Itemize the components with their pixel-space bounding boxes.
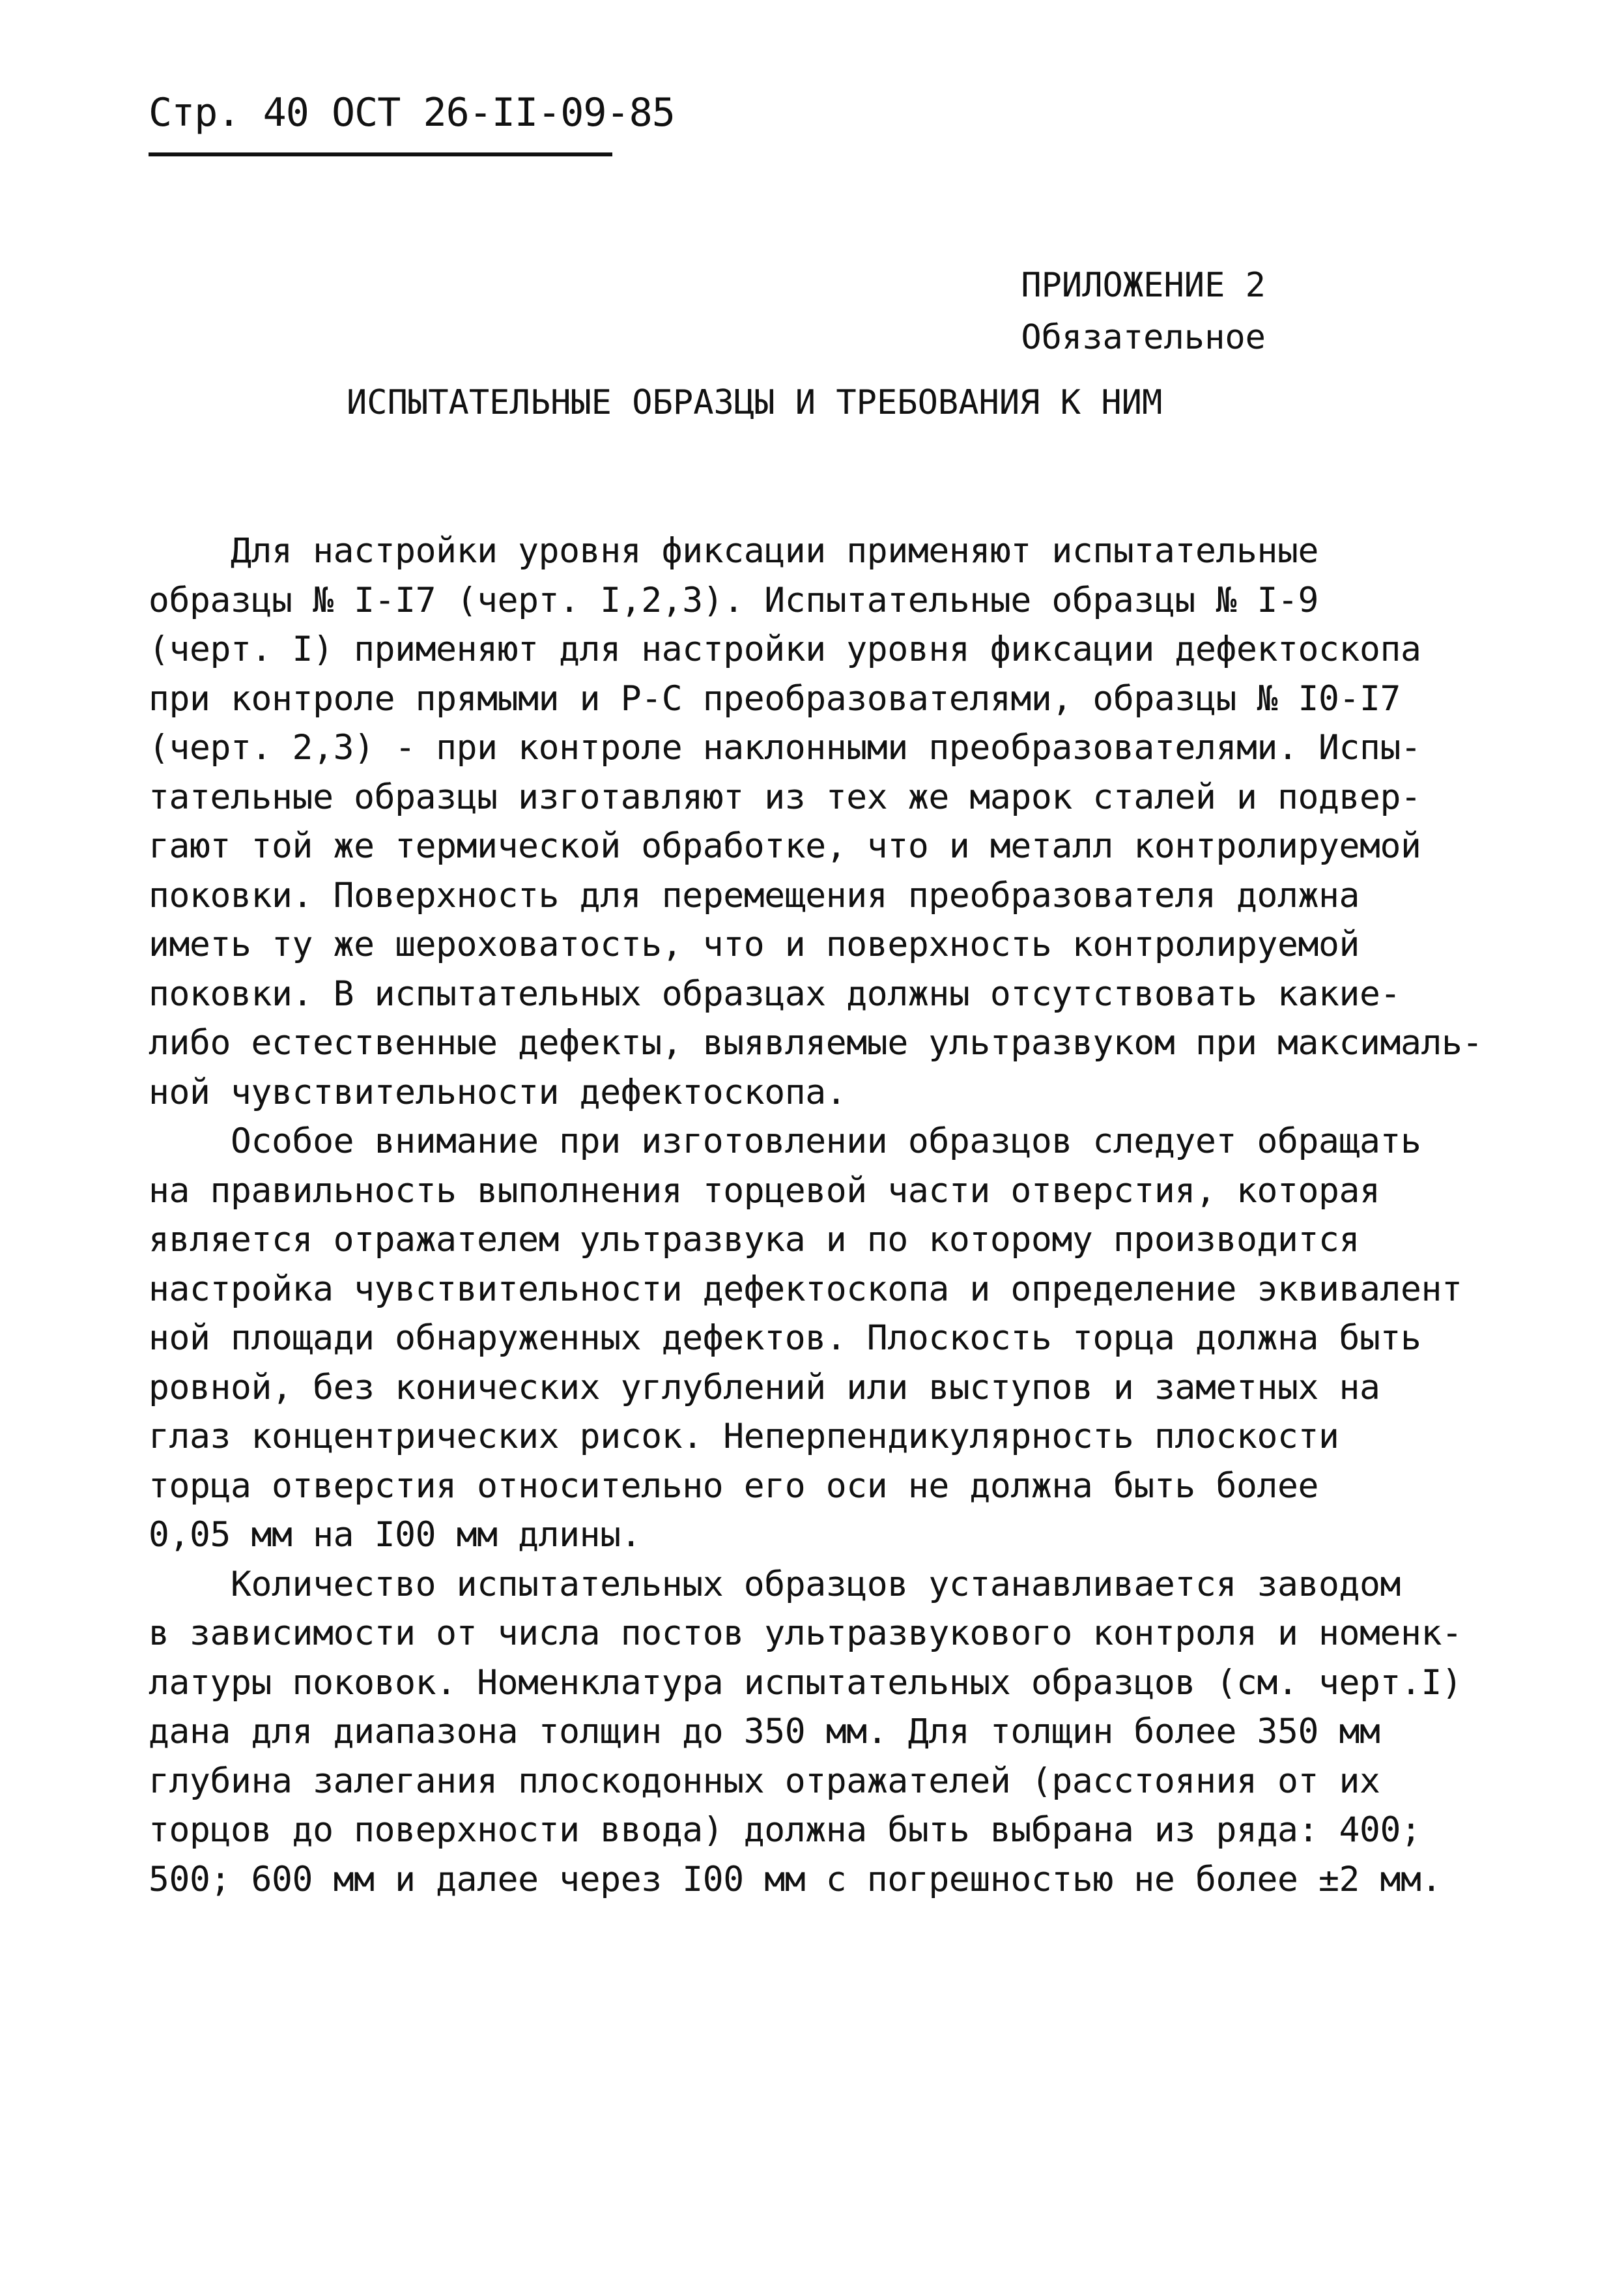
text-line: гают той же термической обработке, что и металл контролируемой [149, 826, 1421, 866]
text-line: Количество испытательных образцов устанавливается заводом [149, 1564, 1401, 1604]
text-line: (черт. 2,3) - при контроле наклонными преобразователями. Испы- [149, 728, 1421, 768]
text-line: ной площади обнаруженных дефектов. Плоскость торца должна быть [149, 1318, 1421, 1358]
text-line: тательные образцы изготавляют из тех же марок сталей и подвер- [149, 777, 1421, 817]
section-title: ИСПЫТАТЕЛЬНЫЕ ОБРАЗЦЫ И ТРЕБОВАНИЯ К НИМ [347, 383, 1163, 422]
text-line: настройка чувствительности дефектоскопа и определение эквивалент [149, 1269, 1462, 1309]
text-line: является отражателем ультразвука и по которому производится [149, 1220, 1360, 1260]
appendix-status: Обязательное [1021, 318, 1266, 357]
text-line: торцов до поверхности ввода) должна быть выбрана из ряда: 400; [149, 1810, 1421, 1850]
text-line: (черт. I) применяют для настройки уровня фиксации дефектоскопа [149, 629, 1421, 669]
text-line: глаз концентрических рисок. Неперпендикулярность плоскости [149, 1417, 1339, 1456]
text-line: поковки. Поверхность для перемещения преобразователя должна [149, 875, 1360, 915]
text-line: дана для диапазона толщин до 350 мм. Для толщин более 350 мм [149, 1712, 1380, 1751]
text-line: иметь ту же шероховатость, что и поверхность контролируемой [149, 925, 1360, 964]
header-underline [149, 152, 612, 156]
text-line: образцы № I-I7 (черт. I,2,3). Испытательные образцы № I-9 [149, 580, 1318, 620]
text-line: Особое внимание при изготовлении образцов следует обращать [149, 1121, 1421, 1161]
body-text [149, 526, 1483, 1904]
appendix-label: ПРИЛОЖЕНИЕ 2 [1021, 266, 1266, 305]
text-line: при контроле прямыми и Р-С преобразователями, образцы № I0-I7 [149, 678, 1401, 719]
text-line: поковки. В испытательных образцах должны отсутствовать какие- [149, 973, 1401, 1014]
text-line: либо естественные дефекты, выявляемые ультразвуком при максималь- [149, 1023, 1483, 1063]
text-line: на правильность выполнения торцевой части отверстия, которая [149, 1170, 1380, 1211]
text-line: 0,05 мм на I00 мм длины. [149, 1515, 642, 1555]
text-line: латуры поковок. Номенклатура испытательных образцов (см. черт.I) [149, 1662, 1462, 1703]
text-line: ной чувствительности дефектоскопа. [149, 1072, 847, 1112]
text-line: в зависимости от числа постов ультразвукового контроля и номенк- [149, 1613, 1462, 1653]
text-line: глубина залегания плоскодонных отражателей (расстояния от их [149, 1761, 1380, 1801]
page-header: Стр. 40 ОСТ 26-II-09-85 [149, 90, 675, 136]
text-line: Для настройки уровня фиксации применяют испытательные [149, 531, 1318, 571]
text-line: ровной, без конических углублений или выступов и заметных на [149, 1367, 1380, 1407]
text-line: 500; 600 мм и далее через I00 мм с погрешностью не более ±2 мм. [149, 1859, 1442, 1899]
text-line: торца отверстия относительно его оси не должна быть более [149, 1465, 1318, 1506]
